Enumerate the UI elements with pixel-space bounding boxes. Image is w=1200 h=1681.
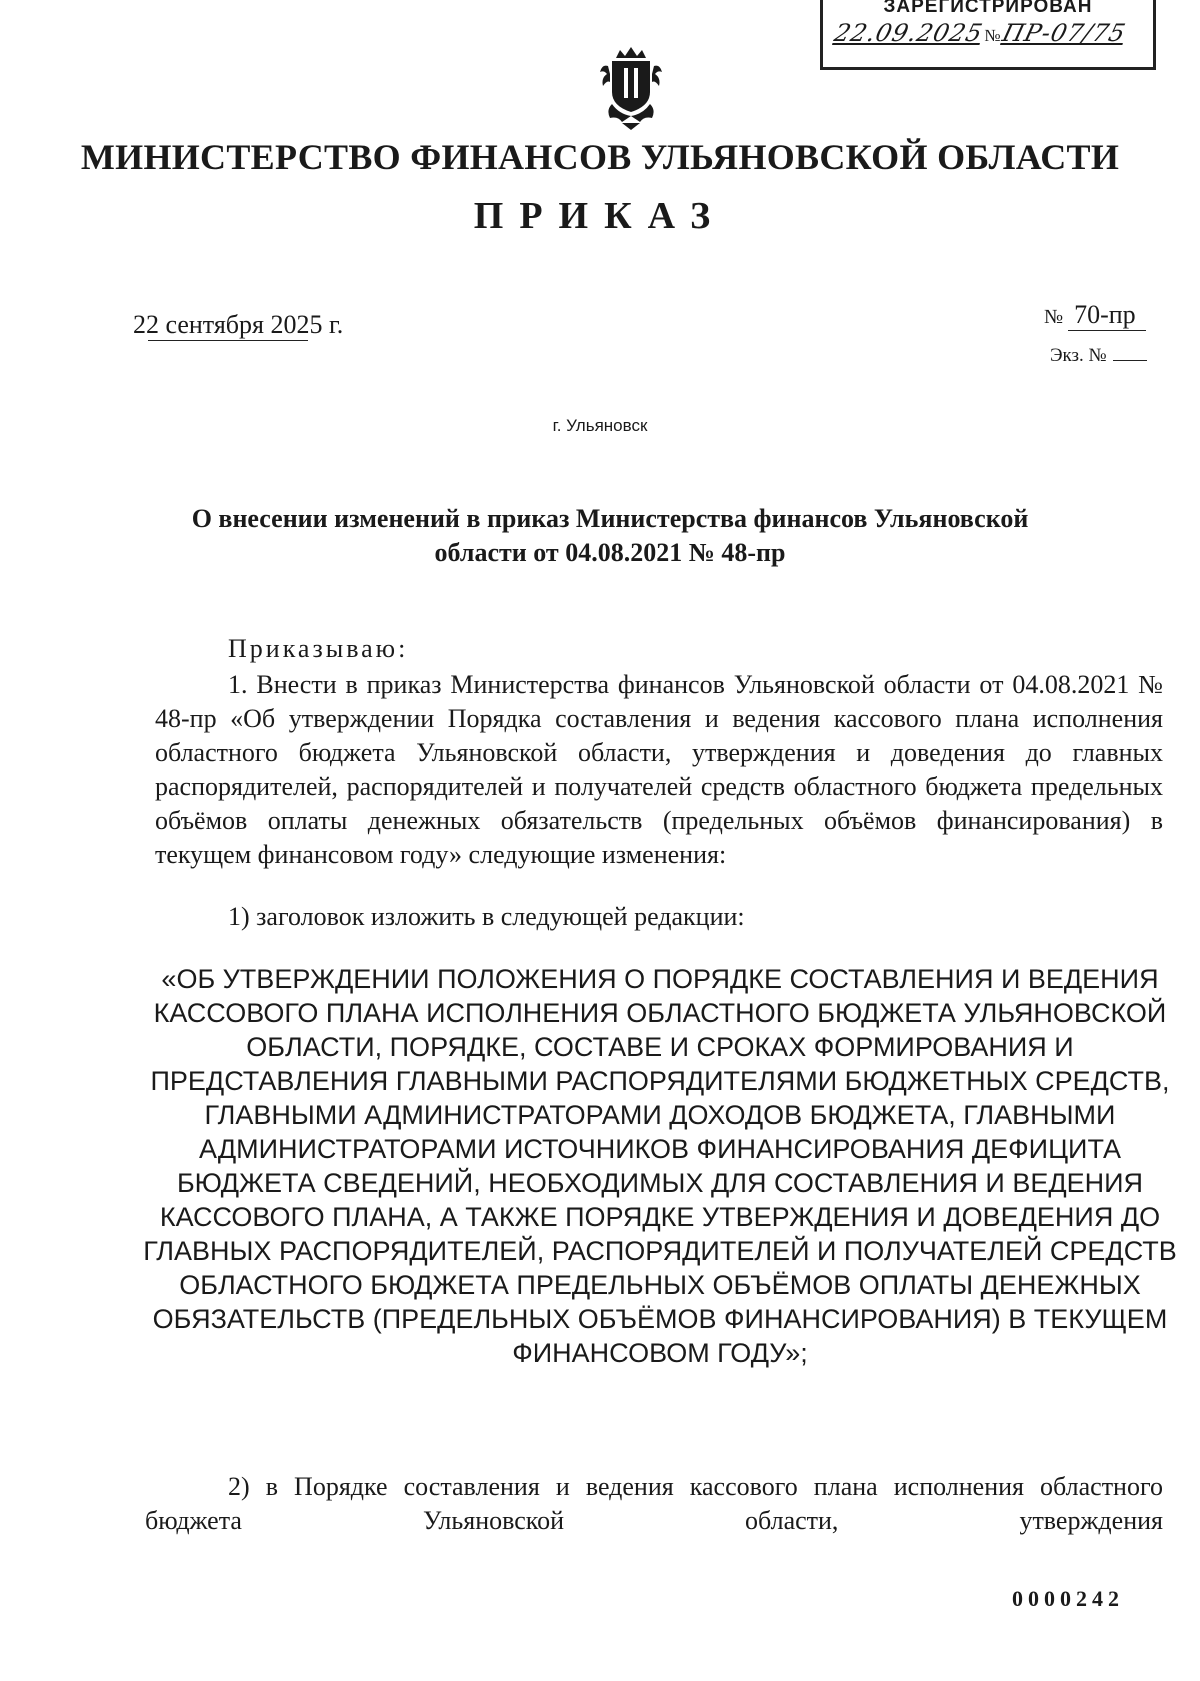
stamp-title: ЗАРЕГИСТРИРОВАН [883,0,1093,17]
sub-item-2: 2) в Порядке составления и ведения кассового плана исполнения областного бюджета Ульяновской области, утверждения [145,1472,1163,1535]
document-subject: О внесении изменений в приказ Министерства финансов Ульяновской области от 04.08.2021 № 48-пр [191,504,1029,567]
document-date: 22 сентября 2025 г. [133,310,344,339]
document-city: г. Ульяновск [552,416,648,435]
document-number: 70-пр [1068,300,1146,331]
date-underline [148,340,308,341]
document-number-label: № [1044,306,1064,328]
sub-item-1: 1) заголовок изложить в следующей редакции: [228,902,745,931]
stamp-number-sign: № [984,26,1001,45]
document-number-row [1044,300,1146,331]
copy-number-row [1050,345,1147,367]
coat-of-arms-icon [598,44,664,130]
stamp-handwritten-date: 22.09.2025 [831,19,986,47]
registration-stamp [820,0,1156,70]
new-title-text: «ОБ УТВЕРЖДЕНИИ ПОЛОЖЕНИЯ О ПОРЯДКЕ СОСТАВЛЕНИЯ И ВЕДЕНИЯ КАССОВОГО ПЛАНА ИСПОЛНЕНИЯ ОБЛАСТНОГО БЮДЖЕТА УЛЬЯНОВСКОЙ ОБЛАСТИ, ПОРЯДКЕ, СОСТАВЕ И СРОКАХ ФОРМИРОВАНИЯ И ПРЕДСТАВЛЕНИЯ ГЛАВНЫМИ РАСПОРЯДИТЕЛЯМИ БЮДЖЕТНЫХ СРЕДСТВ, ГЛАВНЫМИ АДМИНИСТРАТОРАМИ ДОХОДОВ БЮДЖЕТА, ГЛАВНЫМИ АДМИНИСТРАТОРАМИ ИСТОЧНИКОВ ФИНАНСИРОВАНИЯ ДЕФИЦИТА БЮДЖЕТА СВЕДЕНИЙ, НЕОБХОДИМЫХ ДЛЯ СОСТАВЛЕНИЯ И ВЕДЕНИЯ КАССОВОГО ПЛАНА, А ТАКЖЕ ПОРЯДКЕ УТВЕРЖДЕНИЯ И ДОВЕДЕНИЯ ДО ГЛАВНЫХ РАСПОРЯДИТЕЛЕЙ, РАСПОРЯДИТЕЛЕЙ И ПОЛУЧАТЕЛЕЙ СРЕДСТВ ОБЛАСТНОГО БЮДЖЕТА ПРЕДЕЛЬНЫХ ОБЪЁМОВ ОПЛАТЫ ДЕНЕЖНЫХ ОБЯЗАТЕЛЬСТВ (ПРЕДЕЛЬНЫХ ОБЪЁМОВ ФИНАНСИРОВАНИЯ) В ТЕКУЩЕМ ФИНАНСОВОМ ГОДУ»; [143,964,1177,1368]
stamp-registration-line [831,19,1141,47]
form-serial-number: 0000242 [1012,1586,1124,1611]
copy-number-label: Экз. № [1050,345,1107,366]
paragraph-1: 1. Внести в приказ Министерства финансов Ульяновской области от 04.08.2021 № 48-пр «Об утверждении Порядка составления и ведения кассового плана исполнения областного бюджета Ульяновской области, утверждения и доведения до главных распорядителей, распорядителей и получателей средств областного бюджета предельных объёмов оплаты денежных обязательств (предельных объёмов финансирования) в текущем финансовом году» следующие изменения: [155,670,1163,869]
copy-number-blank [1113,360,1147,361]
ministry-name: МИНИСТЕРСТВО ФИНАНСОВ УЛЬЯНОВСКОЙ ОБЛАСТИ [80,137,1120,177]
order-verb: Приказываю: [228,634,409,663]
document-type: ПРИКАЗ [473,195,727,237]
stamp-handwritten-number: ПР-07/75 [999,19,1129,47]
